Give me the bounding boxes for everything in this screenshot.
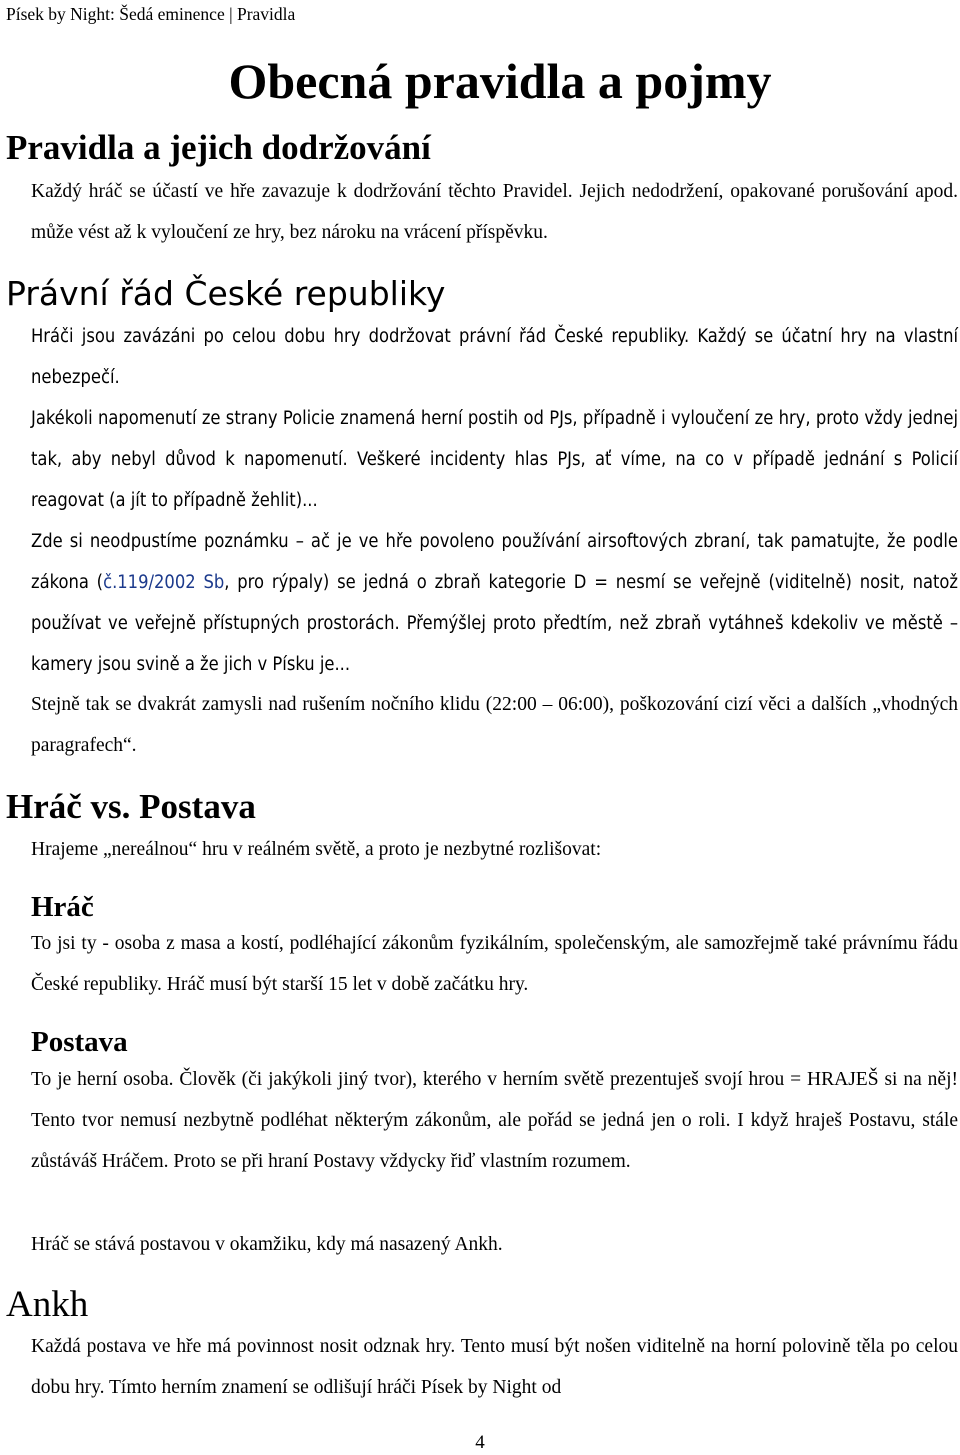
running-header: Písek by Night: Šedá eminence | Pravidla [6, 4, 296, 24]
page-number: 4 [475, 1432, 485, 1453]
subheading-player: Hráč [31, 891, 94, 923]
law-paragraph-3 [31, 521, 958, 685]
ankh-paragraph: Každá postava ve hře má povinnost nosit odznak hry. Tento musí být nošen viditelně na horní polovině těla po celou dobu hry. Tímto herním znamení se odlišují hráči Písek by Night od [31, 1336, 958, 1398]
law-paragraph-1: Hráči jsou zavázáni po celou dobu hry dodržovat právní řád České republiky. Každý se účatní hry na vlastní nebezpečí. [31, 326, 958, 388]
section-heading-ankh: Ankh [6, 1284, 89, 1325]
section-heading-rules: Pravidla a jejich dodržování [6, 128, 431, 167]
section-heading-law: Právní řád České republiky [6, 274, 446, 313]
law-paragraph-2: Jakékoli napomenutí ze strany Policie znamená herní postih od PJs, případně i vyloučení ze hry, proto vždy jednej tak, aby nebyl důvod k napomenutí. Veškeré incidenty hlas PJs, ať víme, na co v případě jednání s Policií reagovat (a jít to případně žehlit)... [31, 408, 958, 511]
character-note: Hráč se stává postavou v okamžiku, kdy má nasazený Ankh. [31, 1234, 503, 1255]
player-vs-character-intro: Hrajeme „nereálnou“ hru v reálném světě, a proto je nezbytné rozlišovat: [31, 839, 602, 860]
player-paragraph: To jsi ty - osoba z masa a kostí, podléhající zákonům fyzikálním, společenským, ale samozřejmě také právnímu řádu České republiky. Hráč musí být starší 15 let v době začátku hry. [31, 933, 958, 995]
law-paragraph-3-end: , pro rýpaly) se jedná o zbraň kategorie D = nesmí se veřejně (viditelně) nosit, natož používat ve veřejně přístupných prostorách. Přemýšlej proto předtím, než zbraň vytáhneš kdekoliv ve městě – kamery jsou svině a že jich v Písku je... [31, 572, 958, 675]
law-paragraph-3-start: Zde si neodpustíme poznámku – ač je ve hře povoleno používání airsoftových zbraní, tak pamatujte, že podle zákona ( [31, 531, 958, 593]
subheading-character: Postava [31, 1026, 128, 1058]
law-citation-link[interactable]: č.119/2002 Sb [103, 572, 225, 593]
page-title: Obecná pravidla a pojmy [228, 53, 772, 109]
character-paragraph: To je herní osoba. Člověk (či jakýkoli jiný tvor), kterého v herním světě prezentuješ svojí hrou = HRAJEŠ si na něj! Tento tvor nemusí nezbytně podléhat některým zákonům, ale pořád se jedná jen o roli. I když hraješ Postavu, stále zůstáváš Hráčem. Proto se při hraní Postavy vždycky řiď vlastním rozumem. [31, 1069, 958, 1172]
rules-paragraph: Každý hráč se účastí ve hře zavazuje k dodržování těchto Pravidel. Jejich nedodržení, opakované porušování apod. může vést až k vyloučení ze hry, bez nároku na vrácení příspěvku. [31, 181, 958, 243]
law-paragraph-4: Stejně tak se dvakrát zamysli nad rušením nočního klidu (22:00 – 06:00), poškozování cizí věci a dalších „vhodných paragrafech“. [31, 694, 958, 756]
section-heading-player-vs-character: Hráč vs. Postava [6, 787, 256, 826]
